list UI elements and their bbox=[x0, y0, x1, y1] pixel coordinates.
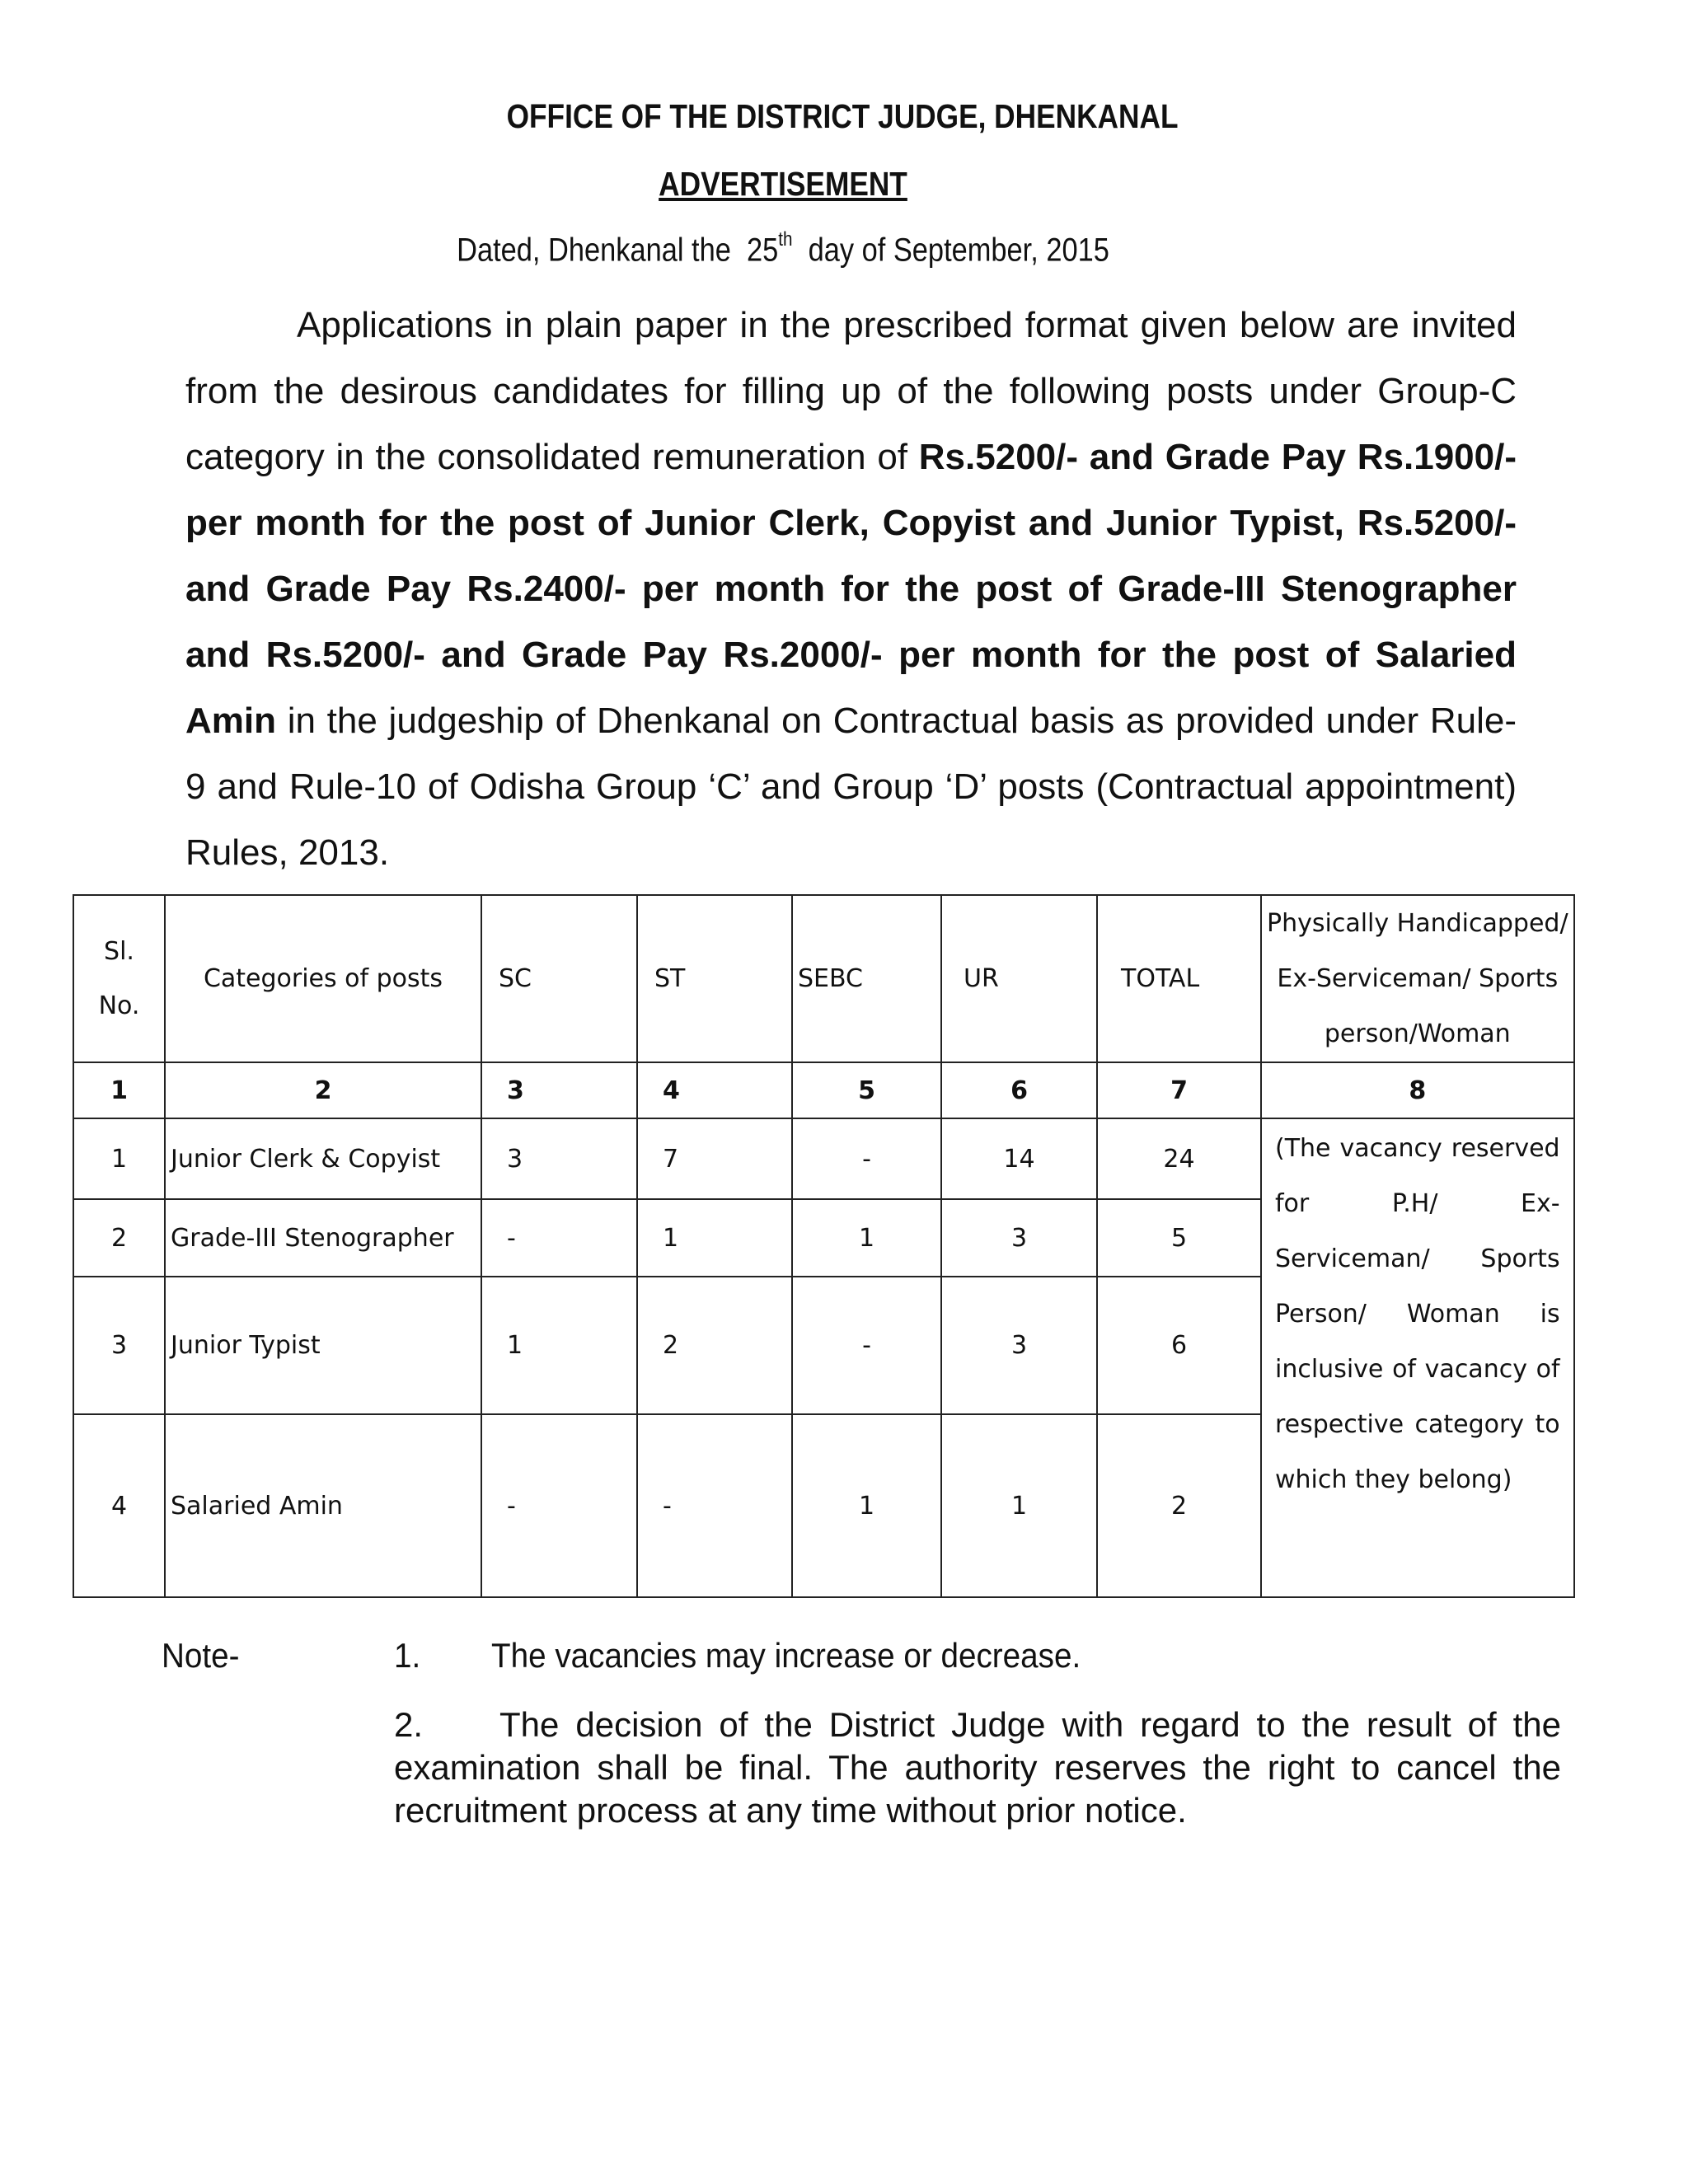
note-1-text: The vacancies may increase or decrease. bbox=[491, 1636, 1081, 1675]
col-number: 3 bbox=[481, 1062, 637, 1118]
table-header-row bbox=[73, 895, 1574, 1062]
row-sc: - bbox=[481, 1199, 637, 1277]
header-ph-line3: person/Woman bbox=[1324, 1019, 1511, 1048]
header-st: ST bbox=[637, 895, 792, 1062]
column-number-row bbox=[73, 1062, 1574, 1118]
dated-prefix: Dated, Dhenkanal the 25 bbox=[457, 232, 779, 269]
ph-note-main: (The vacancy reserved for P.H/ Ex-Serviceman/ Sports Person/ Woman is inclusive of vacancy of respective category to bbox=[1275, 1134, 1560, 1439]
row-sebc: - bbox=[792, 1118, 941, 1199]
vacancy-table bbox=[73, 894, 1575, 1598]
row-total: 6 bbox=[1097, 1277, 1261, 1414]
office-heading: OFFICE OF THE DISTRICT JUDGE, DHENKANAL bbox=[506, 97, 1179, 135]
row-sc: 3 bbox=[481, 1118, 637, 1199]
note-1-number: 1. bbox=[394, 1636, 421, 1675]
row-sl: 2 bbox=[73, 1199, 165, 1277]
row-sl: 4 bbox=[73, 1414, 165, 1597]
row-st: - bbox=[637, 1414, 792, 1597]
col-number: 1 bbox=[73, 1062, 165, 1118]
row-total: 2 bbox=[1097, 1414, 1261, 1597]
col-number: 8 bbox=[1261, 1062, 1574, 1118]
header-sc: SC bbox=[481, 895, 637, 1062]
row-sc: - bbox=[481, 1414, 637, 1597]
row-sebc: 1 bbox=[792, 1414, 941, 1597]
dated-line bbox=[110, 228, 1456, 269]
header-sl-line1: Sl. bbox=[104, 936, 134, 966]
row-ur: 1 bbox=[941, 1414, 1097, 1597]
intro-text-1: Applications in plain paper in the prescribed format given below are invited from the desirous candidates for filling up of the following posts under Group-C category in the consolidated remuneration of bbox=[185, 305, 1517, 477]
row-category: Junior Clerk & Copyist bbox=[165, 1118, 481, 1199]
header-sl-line2: No. bbox=[98, 991, 140, 1020]
intro-paragraph bbox=[185, 293, 1517, 886]
header-ph-line2: Ex-Serviceman/ Sports bbox=[1277, 964, 1559, 993]
row-sebc: 1 bbox=[792, 1199, 941, 1277]
ph-note-last: which they belong) bbox=[1275, 1465, 1512, 1494]
header-ph bbox=[1261, 895, 1574, 1062]
header-total: TOTAL bbox=[1097, 895, 1261, 1062]
col-number: 5 bbox=[792, 1062, 941, 1118]
note-label: Note- bbox=[162, 1636, 240, 1675]
ph-reservation-note bbox=[1261, 1118, 1574, 1597]
row-total: 5 bbox=[1097, 1199, 1261, 1277]
header-ur: UR bbox=[941, 895, 1097, 1062]
row-sebc: - bbox=[792, 1277, 941, 1414]
row-total: 24 bbox=[1097, 1118, 1261, 1199]
header-sebc: SEBC bbox=[792, 895, 941, 1062]
intro-text-2: in the judgeship of Dhenkanal on Contractual basis as provided under Rule-9 and Rule-10 of Odisha Group ‘C’ and Group ‘D’ posts (Contractual appointment) Rules, 2013. bbox=[185, 701, 1517, 873]
row-category: Salaried Amin bbox=[165, 1414, 481, 1597]
col-number: 7 bbox=[1097, 1062, 1261, 1118]
header-ph-line1: Physically Handicapped/ bbox=[1267, 909, 1568, 938]
row-ur: 3 bbox=[941, 1199, 1097, 1277]
row-category: Grade-III Stenographer bbox=[165, 1199, 481, 1277]
note-2-text: The decision of the District Judge with regard to the result of the examination shall be final. The authority reserves the right to cancel the recruitment process at any time without prior notice. bbox=[394, 1705, 1561, 1830]
row-st: 7 bbox=[637, 1118, 792, 1199]
header-sl-no bbox=[73, 895, 165, 1062]
row-st: 2 bbox=[637, 1277, 792, 1414]
dated-superscript: th bbox=[778, 228, 793, 251]
table-row bbox=[73, 1118, 1574, 1199]
row-sl: 1 bbox=[73, 1118, 165, 1199]
row-ur: 14 bbox=[941, 1118, 1097, 1199]
note-2 bbox=[394, 1704, 1561, 1832]
dated-suffix: day of September, 2015 bbox=[792, 232, 1109, 269]
col-number: 2 bbox=[165, 1062, 481, 1118]
header-category: Categories of posts bbox=[165, 895, 481, 1062]
intro-bold-text: Rs.5200/- and Grade Pay Rs.1900/- per month for the post of Junior Clerk, Copyist and Junior Typist, Rs.5200/- and Grade Pay Rs.2400/- per month for the post of Grade-III Stenographer and Rs.5200/- and Grade Pay Rs.2000/- per month for the post of Salaried Amin bbox=[185, 437, 1517, 741]
row-sl: 3 bbox=[73, 1277, 165, 1414]
row-st: 1 bbox=[637, 1199, 792, 1277]
row-ur: 3 bbox=[941, 1277, 1097, 1414]
row-sc: 1 bbox=[481, 1277, 637, 1414]
advertisement-title: ADVERTISEMENT bbox=[659, 165, 907, 203]
col-number: 4 bbox=[637, 1062, 792, 1118]
col-number: 6 bbox=[941, 1062, 1097, 1118]
row-category: Junior Typist bbox=[165, 1277, 481, 1414]
note-2-number: 2. bbox=[394, 1705, 424, 1744]
